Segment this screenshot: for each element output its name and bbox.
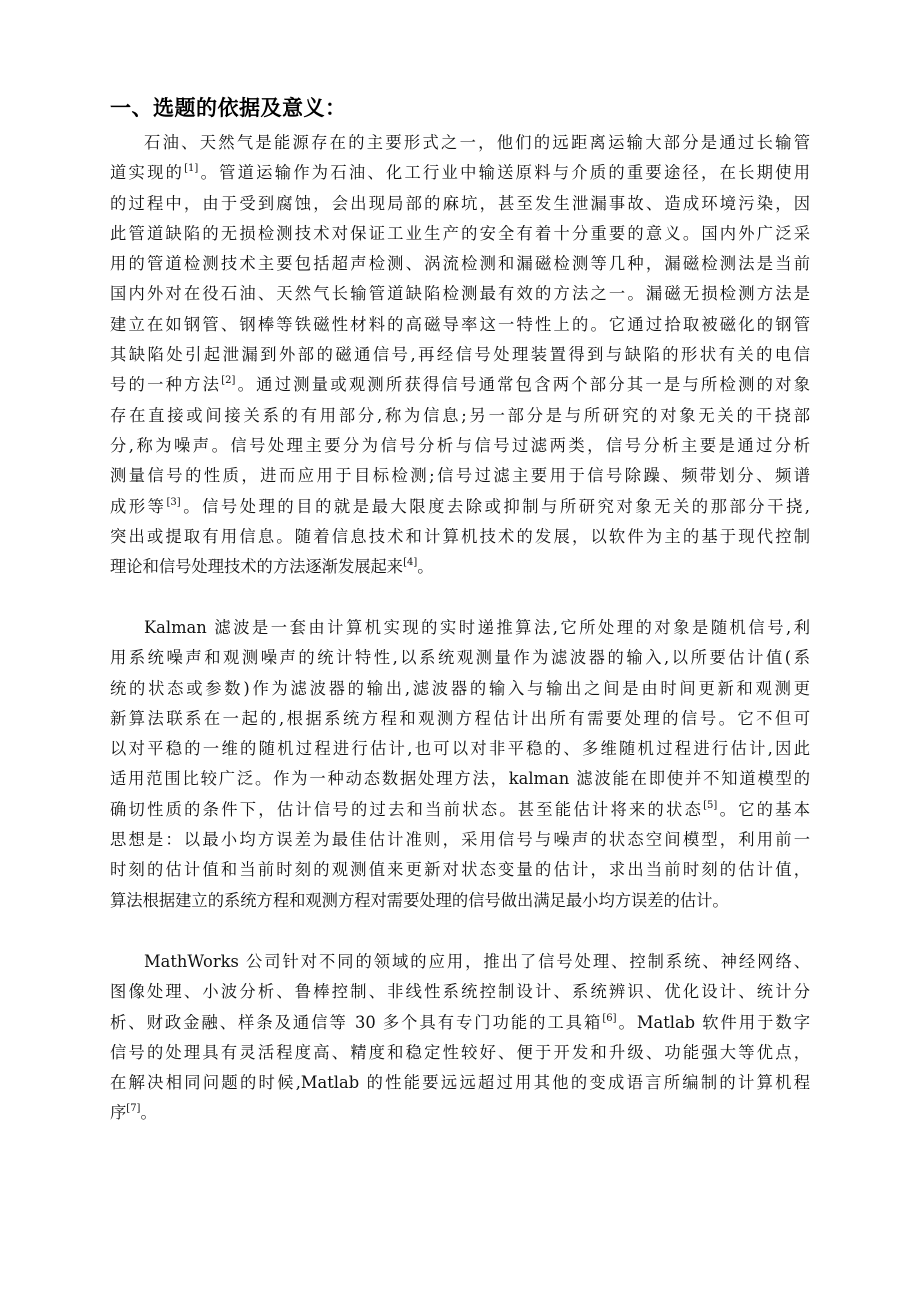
text-segment: 新算法联系在一起的,根据系统方程和观测方程估计出所有需要处理的信号。它不但可: [110, 708, 810, 728]
paragraph-3: [110, 947, 810, 1129]
text-segment: 。: [140, 1103, 157, 1123]
text-segment: 适用范围比较广泛。作为一种动态数据处理方法，kalman 滤波能在即使并不知道模型的: [110, 769, 810, 789]
text-segment: 。: [417, 557, 434, 577]
citation-marker: [3]: [166, 496, 181, 508]
text-segment: 成形等: [110, 496, 167, 516]
text-line: [110, 401, 810, 431]
text-segment: 此管道缺陷的无损检测技术对保证工业生产的安全有着十分重要的意义。国内外广泛采: [110, 223, 810, 243]
text-segment: 突出或提取有用信息。随着信息技术和计算机技术的发展，以软件为主的基于现代控制: [110, 526, 810, 546]
text-segment: 统的状态或参数)作为滤波器的输出,滤波器的输入与输出之间是由时间更新和观测更: [110, 678, 810, 698]
text-line: [110, 431, 810, 461]
text-segment: 序: [110, 1103, 127, 1123]
text-line: [110, 1098, 810, 1128]
text-line: [110, 189, 810, 219]
text-segment: 以对平稳的一维的随机过程进行估计,也可以对非平稳的、多维随机过程进行估计,因此: [110, 739, 810, 759]
text-segment: 图像处理、小波分析、鲁棒控制、非线性系统控制设计、系统辨识、优化设计、统计分: [110, 982, 810, 1002]
text-line: [110, 1008, 810, 1038]
citation-marker: [5]: [703, 799, 718, 811]
text-line: [110, 977, 810, 1007]
text-line: [110, 795, 810, 825]
citation-marker: [7]: [126, 1103, 141, 1115]
text-line: [110, 461, 810, 491]
text-line: [110, 855, 810, 885]
text-segment: 理论和信号处理技术的方法逐渐发展起来: [110, 557, 404, 577]
text-segment: 国内外对在役石油、天然气长输管道缺陷检测最有效的方法之一。漏磁无损检测方法是: [110, 284, 810, 304]
citation-marker: [1]: [184, 163, 199, 175]
text-segment: 析、财政金融、样条及通信等 30 多个具有专门功能的工具箱: [110, 1012, 603, 1032]
text-segment: 分,称为噪声。信号处理主要分为信号分析与信号过滤两类，信号分析主要是通过分析: [110, 435, 810, 455]
text-line: [110, 704, 810, 734]
text-segment: 。信号处理的目的就是最大限度去除或抑制与所研究对象无关的那部分干挠,: [180, 496, 810, 516]
text-line: [110, 552, 810, 582]
text-segment: 石油、天然气是能源存在的主要形式之一，他们的远距离运输大部分是通过长输管: [144, 133, 810, 152]
citation-marker: [4]: [403, 557, 418, 569]
text-line: [110, 825, 810, 855]
text-line: [110, 370, 810, 400]
text-segment: 存在直接或间接关系的有用部分,称为信息;另一部分是与所研究的对象无关的干挠部: [110, 405, 810, 425]
text-line: [110, 158, 810, 188]
text-segment: 。通过测量或观测所获得信号通常包含两个部分其一是与所检测的对象: [235, 375, 810, 395]
text-segment: 思想是：以最小均方误差为最佳估计准则，采用信号与噪声的状态空间模型，利用前一: [110, 830, 810, 850]
text-line: [110, 1038, 810, 1068]
text-segment: 时刻的估计值和当前时刻的观测值来更新对状态变量的估计，求出当前时刻的估计值，: [110, 860, 810, 880]
text-line: [110, 734, 810, 764]
text-segment: 。管道运输作为石油、化工行业中输送原料与介质的重要途径，在长期使用: [198, 163, 810, 183]
text-line: [110, 613, 810, 643]
text-line: [110, 219, 810, 249]
text-segment: 其缺陷处引起泄漏到外部的磁通信号,再经信号处理装置得到与缺陷的形状有关的电信: [110, 345, 810, 365]
text-segment: 号的一种方法: [110, 375, 222, 395]
text-line: [110, 643, 810, 673]
text-segment: Kalman 滤波是一套由计算机实现的实时递推算法,它所处理的对象是随机信号,利: [144, 618, 810, 637]
section-heading: 一、选题的依据及意义：: [110, 96, 347, 120]
text-segment: 测量信号的性质，进而应用于目标检测;信号过滤主要用于信号除躁、频带划分、频谱: [110, 466, 810, 486]
text-line: [110, 310, 810, 340]
paragraph-2: [110, 613, 810, 916]
text-line: [110, 492, 810, 522]
text-line: [110, 947, 810, 977]
text-line: [110, 886, 810, 916]
text-segment: 。它的基本: [717, 799, 810, 819]
text-line: [110, 279, 810, 309]
citation-marker: [2]: [221, 375, 236, 387]
text-line: [110, 128, 810, 158]
paragraph-1: [110, 128, 810, 582]
text-segment: 道实现的: [110, 163, 185, 183]
text-segment: 用系统噪声和观测噪声的统计特性,以系统观测量作为滤波器的输入,以所要估计值(系: [110, 648, 810, 668]
text-line: [110, 522, 810, 552]
text-segment: 的过程中，由于受到腐蚀，会出现局部的麻坑，甚至发生泄漏事故、造成环境污染，因: [110, 193, 810, 213]
text-line: [110, 1068, 810, 1098]
text-segment: 。Matlab 软件用于数字: [616, 1012, 810, 1032]
text-segment: 建立在如钢管、钢棒等铁磁性材料的高磁导率这一特性上的。它通过拾取被磁化的钢管: [110, 314, 810, 334]
text-segment: 信号的处理具有灵活程度高、精度和稳定性较好、便于开发和升级、功能强大等优点，: [110, 1042, 810, 1062]
text-segment: 用的管道检测技术主要包括超声检测、涡流检测和漏磁检测等几种，漏磁检测法是当前: [110, 254, 810, 274]
text-segment: 在解决相同问题的时候,Matlab 的性能要远远超过用其他的变成语言所编制的计算机程: [110, 1073, 810, 1093]
text-line: [110, 340, 810, 370]
text-segment: 确切性质的条件下，估计信号的过去和当前状态。甚至能估计将来的状态: [110, 799, 704, 819]
citation-marker: [6]: [602, 1012, 617, 1024]
text-line: [110, 674, 810, 704]
text-line: [110, 764, 810, 794]
text-line: [110, 249, 810, 279]
text-segment: 算法根据建立的系统方程和观测方程对需要处理的信号做出满足最小均方误差的估计。: [110, 890, 729, 910]
text-segment: MathWorks 公司针对不同的领域的应用，推出了信号处理、控制系统、神经网络、: [144, 952, 810, 971]
